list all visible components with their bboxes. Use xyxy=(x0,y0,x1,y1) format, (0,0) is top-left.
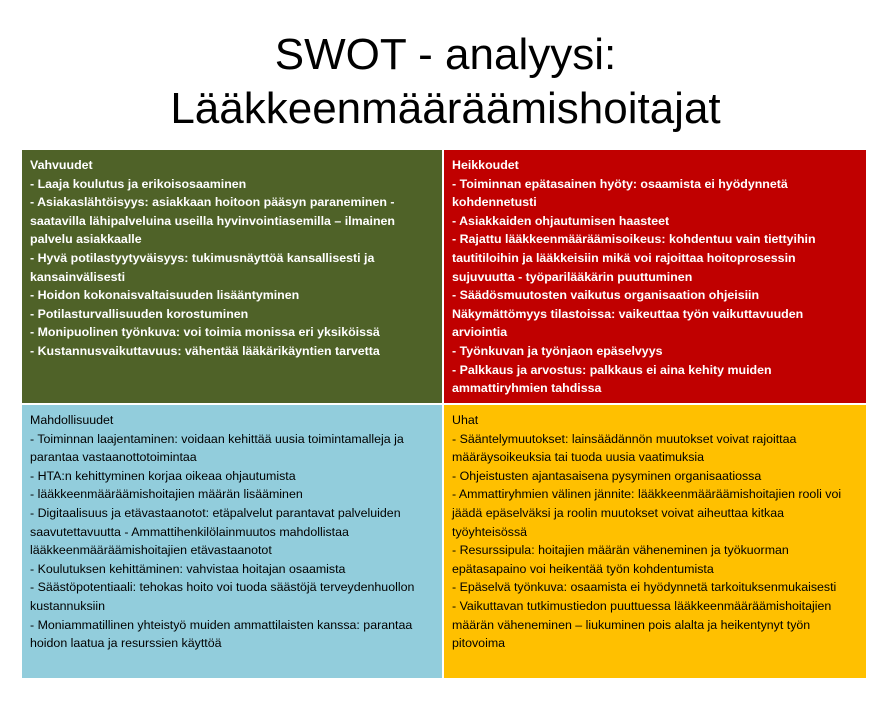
strengths-heading: Vahvuudet xyxy=(30,158,93,172)
opportunities-item: - HTA:n kehittyminen korjaa oikeaa ohjautumista xyxy=(30,468,296,483)
threats-item: - Sääntelymuutokset: lainsäädännön muutokset voivat rajoittaa määräysoikeuksia tai tuoda uusia vaatimuksia xyxy=(452,431,797,465)
strengths-item: - Asiakaslähtöisyys: asiakkaan hoitoon pääsyn paraneminen - saatavilla lähipalveluina useilla hyvinvointiasemilla – ilmainen palvelu asiakkaalle xyxy=(30,195,395,247)
opportunities-heading: Mahdollisuudet xyxy=(30,413,114,427)
strengths-item: - Hoidon kokonaisvaltaisuuden lisääntyminen xyxy=(30,288,300,303)
slide-title-line-1: SWOT - analyysi: xyxy=(274,30,617,79)
opportunities-item: - Koulutuksen kehittäminen: vahvistaa hoitajan osaamista xyxy=(30,561,346,576)
strengths-item: - Laaja koulutus ja erikoisosaaminen xyxy=(30,176,247,191)
weaknesses-quadrant xyxy=(444,150,866,403)
weaknesses-heading: Heikkoudet xyxy=(452,158,519,172)
weaknesses-item: Näkymättömyys tilastoissa: vaikeuttaa työn vaikuttavuuden arviointia xyxy=(452,306,804,340)
slide-title-line-2: Lääkkeenmääräämishoitajat xyxy=(170,84,721,133)
threats-quadrant xyxy=(444,405,866,678)
weaknesses-item: - Säädösmuutosten vaikutus organisaation ohjeisiin xyxy=(452,288,760,303)
threats-item: - Resurssipula: hoitajien määrän väheneminen ja työkuorman epätasapaino voi heikentää työn kohdentumista xyxy=(452,543,789,576)
opportunities-item: - Digitaalisuus ja etävastaanotot: etäpalvelut parantavat palveluiden saavutettavuutta - Ammattihenkilölainmuutos mahdollistaa lääkkeenmääräämishoitajien etävastaanotot xyxy=(30,505,401,558)
weaknesses-item: - Palkkaus ja arvostus: palkkaus ei aina kehity muiden ammattiryhmien tahdissa xyxy=(452,362,772,396)
strengths-list xyxy=(30,175,434,361)
strengths-item: - Potilasturvallisuuden korostuminen xyxy=(30,306,249,321)
weaknesses-item: - Rajattu lääkkeenmääräämisoikeus: kohdentuu vain tiettyihin tautitiloihin ja lääkkeisiin mikä voi rajoittaa hoitoprosessin sujuvuutta - työparilääkärin puuttuminen xyxy=(452,232,816,284)
strengths-item: - Monipuolinen työnkuva: voi toimia monissa eri yksiköissä xyxy=(30,325,380,340)
weaknesses-item: - Työnkuvan ja työnjaon epäselvyys xyxy=(452,343,663,358)
strengths-quadrant xyxy=(22,150,442,403)
threats-item: - Epäselvä työnkuva: osaamista ei hyödynnetä tarkoituksenmukaisesti xyxy=(452,580,837,595)
threats-item: - Ammattiryhmien välinen jännite: lääkkeenmääräämishoitajien rooli voi jäädä epäselväksi ja roolin muutokset voivat aiheuttaa kitkaa työyhteisössä xyxy=(452,487,842,539)
weaknesses-item: - Asiakkaiden ohjautumisen haasteet xyxy=(452,213,670,228)
threats-item: - Ohjeistusten ajantasaisena pysyminen organisaatiossa xyxy=(452,468,762,483)
strengths-item: - Kustannusvaikuttavuus: vähentää lääkärikäyntien tarvetta xyxy=(30,343,380,358)
weaknesses-list xyxy=(452,175,858,398)
threats-item: - Vaikuttavan tutkimustiedon puuttuessa lääkkeenmääräämishoitajien määrän väheneminen – liukuminen pois alalta ja heikentynyt työn pitovoima xyxy=(452,598,832,651)
weaknesses-item: - Toiminnan epätasainen hyöty: osaamista ei hyödynnetä kohdennetusti xyxy=(452,176,788,210)
opportunities-item: - lääkkeenmääräämishoitajien määrän lisääminen xyxy=(30,487,303,502)
opportunities-list xyxy=(30,430,434,653)
threats-list xyxy=(452,430,858,653)
opportunities-item: - Säästöpotentiaali: tehokas hoito voi tuoda säästöjä terveydenhuollon kustannuksiin xyxy=(30,580,415,613)
slide-title xyxy=(0,28,891,136)
threats-heading: Uhat xyxy=(452,413,479,427)
strengths-item: - Hyvä potilastyytyväisyys: tukimusnäyttöä kansallisesti ja kansainvälisesti xyxy=(30,250,375,284)
opportunities-quadrant xyxy=(22,405,442,678)
swot-grid xyxy=(22,150,866,678)
opportunities-item: - Toiminnan laajentaminen: voidaan kehittää uusia toimintamalleja ja parantaa vastaanottotoimintaa xyxy=(30,431,404,465)
opportunities-item: - Moniammatillinen yhteistyö muiden ammattilaisten kanssa: parantaa hoidon laatua ja resurssien käyttöä xyxy=(30,617,413,651)
